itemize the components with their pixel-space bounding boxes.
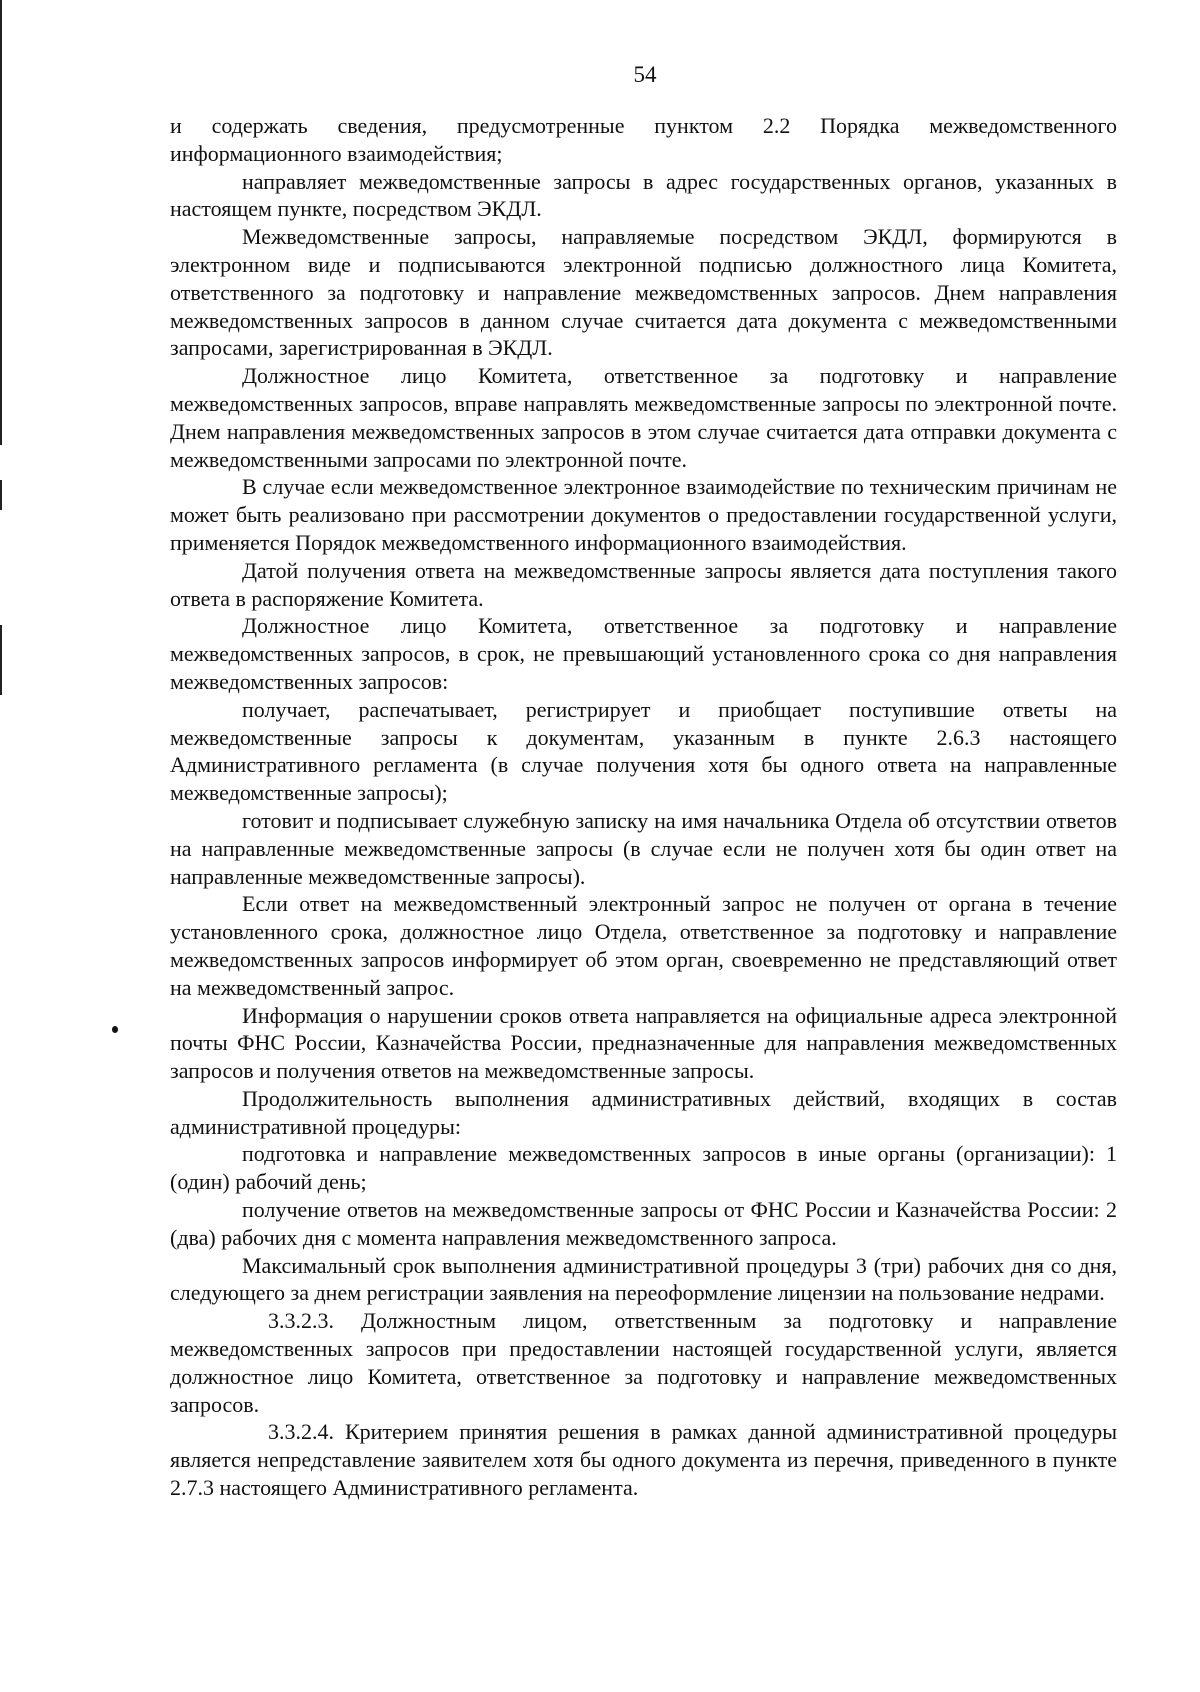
scan-dot-mark (112, 1026, 118, 1033)
paragraph: Межведомственные запросы, направляемые посредством ЭКДЛ, формируются в электронном виде и подписываются электронной подписью должностного лица Комитета, ответственного за подготовку и направление межведомственных запросов. Днем направления межведомственных запросов в данном случае считается дата документа с межведомственными запросами, зарегистрированная в ЭКДЛ. (170, 224, 1117, 361)
paragraph: получение ответов на межведомственные запросы от ФНС России и Казначейства России: 2 (два) рабочих дня с момента направления межведомственного запроса. (170, 1197, 1117, 1250)
page-number: 54 (633, 62, 657, 87)
scan-edge-mark (0, 625, 2, 695)
paragraph: Если ответ на межведомственный электронный запрос не получен от органа в течение установленного срока, должностное лицо Отдела, ответственное за подготовку и направление межведомственных запросов информирует об этом орган, своевременно не представляющий ответ на межведомственный запрос. (170, 891, 1117, 1000)
paragraph: Максимальный срок выполнения административной процедуры 3 (три) рабочих дня со дня, следующего за днем регистрации заявления на переоформление лицензии на пользование недрами. (170, 1252, 1117, 1306)
paragraph: получает, распечатывает, регистрирует и приобщает поступившие ответы на межведомственные запросы к документам, указанным в пункте 2.6.3 настоящего Административного регламента (в случае получения хотя бы одного ответа на направленные межведомственные запросы); (170, 696, 1117, 806)
paragraph: направляет межведомственные запросы в адрес государственных органов, указанных в настоящем пункте, посредством ЭКДЛ. (170, 168, 1117, 222)
paragraph: Должностное лицо Комитета, ответственное за подготовку и направление межведомственных запросов, в срок, не превышающий установленного срока со дня направления межведомственных запросов: (170, 613, 1117, 694)
paragraph: готовит и подписывает служебную записку на имя начальника Отдела об отсутствии ответов на направленные межведомственные запросы (в случае если не получен хотя бы один ответ на направленные межведомственные запросы). (170, 807, 1117, 889)
paragraph: В случае если межведомственное электронное взаимодействие по техническим причинам не может быть реализовано при рассмотрении документов о предоставлении государственной услуги, применяется Порядок межведомственного информационного взаимодействия. (170, 474, 1117, 555)
paragraph: Должностное лицо Комитета, ответственное за подготовку и направление межведомственных запросов, вправе направлять межведомственные запросы по электронной почте. Днем направления межведомственных запросов в этом случае считается дата отправки документа с межведомственными запросами по электронной почте. (170, 363, 1117, 472)
clause-3-3-2-4: 3.3.2.4. Критерием принятия решения в рамках данной административной процедуры является непредставление заявителем хотя бы одного документа из перечня, приведенного в пункте 2.7.3 настоящего Административного регламента. (170, 1419, 1117, 1501)
paragraph: и содержать сведения, предусмотренные пунктом 2.2 Порядка межведомственного информационного взаимодействия; (170, 113, 1117, 166)
paragraph: подготовка и направление межведомственных запросов в иные органы (организации): 1 (один) рабочий день; (170, 1141, 1117, 1195)
paragraph: Информация о нарушении сроков ответа направляется на официальные адреса электронной почты ФНС России, Казначейства России, предназначенные для направления межведомственных запросов и получения ответов на межведомственные запросы. (170, 1002, 1117, 1084)
scan-edge-mark (0, 480, 2, 510)
paragraph: Датой получения ответа на межведомственные запросы является дата поступления такого ответа в распоряжение Комитета. (170, 557, 1117, 611)
document-body (170, 112, 1117, 1502)
clause-3-3-2-3: 3.3.2.3. Должностным лицом, ответственным за подготовку и направление межведомственных запросов при предоставлении настоящей государственной услуги, является должностное лицо Комитета, ответственное за подготовку и направление межведомственных запросов. (170, 1308, 1117, 1417)
paragraph: Продолжительность выполнения административных действий, входящих в состав административной процедуры: (170, 1085, 1117, 1139)
